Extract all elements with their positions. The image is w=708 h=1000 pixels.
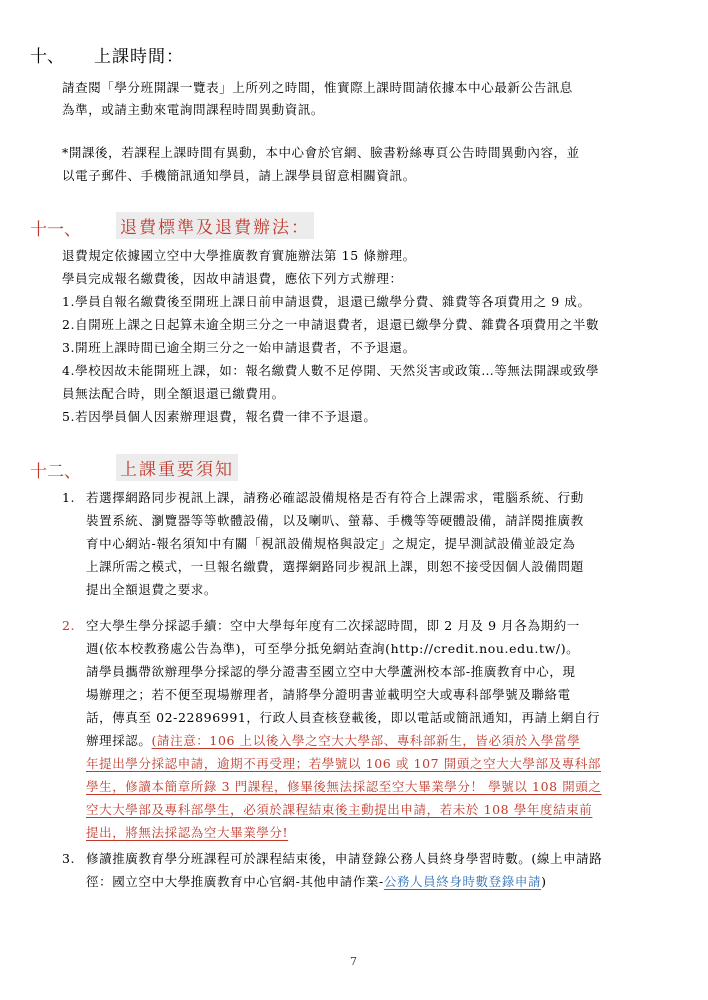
section-11-line7: 員無法配合時，則全額退還已繳費用。: [62, 386, 285, 401]
section-11-line4: 2.自開班上課之日起算未逾全期三分之一申請退費者，退還已繳學分費、雜費各項費用之半數: [62, 317, 600, 332]
item1-number: 1.: [62, 490, 76, 505]
section-10-para1-line2: 為準，或請主動來電詢問課程時間異動資訊。: [62, 102, 325, 117]
item2-line2: 週(依本校教務處公告為準)，可至學分抵免網站查詢(http://credit.nou.edu.tw/)。: [86, 641, 580, 656]
section-11-line1: 退費規定依據國立空中大學推廣教育實施辦法第 15 條辦理。: [62, 248, 416, 263]
section-11-title: 退費標準及退費辦法：: [116, 212, 314, 239]
item3-number: 3.: [62, 851, 76, 866]
item3-line2-end: ): [541, 874, 547, 889]
section-10-para1-line1: 請查閱「學分班開課一覽表」上所列之時間，惟實際上課時間請依據本中心最新公告訊息: [62, 80, 573, 95]
item2-line3: 請學員攜帶欲辦理學分採認的學分證書至國立空中大學蘆洲校本部-推廣教育中心，現: [86, 664, 576, 679]
section-10-title: 上課時間：: [94, 47, 184, 67]
section-11-number: 十一、: [30, 220, 81, 240]
item3-line2-plain: 徑：國立空中大學推廣教育中心官網-其他申請作業-: [86, 874, 384, 889]
section-10-para2-line2: 以電子郵件、手機簡訊通知學員，請上課學員留意相關資訊。: [62, 168, 416, 183]
item1-line3: 育中心網站-報名須知中有關「視訊設備規格與設定」之規定，提早測試設備並設定為: [86, 536, 576, 551]
section-12-title: 上課重要須知: [116, 454, 238, 481]
item2-notice-line5: 提出，將無法採認為空大畢業學分!: [86, 825, 289, 840]
section-11-line8: 5.若因學員個人因素辦理退費，報名費一律不予退還。: [62, 409, 377, 424]
item3-line2: [86, 876, 547, 889]
section-10-number: 十、: [30, 47, 64, 67]
item1-line5: 提出全額退費之要求。: [86, 582, 218, 597]
civil-servant-hours-link[interactable]: 公務人員終身時數登錄申請: [383, 874, 542, 889]
section-11-line6: 4.學校因故未能開班上課，如：報名繳費人數不足停開、天然災害或政策…等無法開課或致學: [62, 363, 600, 378]
item2-notice-line2: 年提出學分採認申請，逾期不再受理；若學號以 106 或 107 開頭之空大大學部及專科部: [86, 756, 602, 771]
item2-number: 2.: [62, 618, 76, 633]
item2-line1: 空大學生學分採認手續：空中大學每年度有二次採認時間，即 2 月及 9 月各為期約一: [86, 618, 580, 633]
item2-notice-start: (請注意：106 上以後入學之空大大學部、專科部新生，皆必須於入學當學: [151, 733, 581, 748]
section-10-para2-line1: *開課後，若課程上課時間有異動，本中心會於官網、臉書粉絲專頁公告時間異動內容，並: [62, 145, 580, 160]
item2-notice-line3: 學生，修讀本簡章所錄 3 門課程，修畢後無法採認至空大畢業學分！ 學號以 108 開頭之: [86, 779, 602, 794]
item1-line2: 裝置系統、瀏覽器等等軟體設備，以及喇叭、螢幕、手機等等硬體設備，請詳閱推廣教: [86, 513, 584, 528]
section-11-line3: 1.學員自報名繳費後至開班上課日前申請退費，退還已繳學分費、雜費等各項費用之 9 成。: [62, 294, 591, 309]
item2-line6: [86, 735, 580, 748]
item2-line4: 場辦理之；若不便至現場辦理者，請將學分證明書並載明空大或專科部學號及聯絡電: [86, 687, 571, 702]
item1-line4: 上課所需之模式，一旦報名繳費，選擇網路同步視訊上課，則恕不接受因個人設備問題: [86, 559, 584, 574]
item3-line1: 修讀推廣教育學分班課程可於課程結束後，申請登錄公務人員終身學習時數。(線上申請路: [86, 851, 603, 866]
page-number: 7: [350, 955, 357, 968]
item2-line6-plain: 辦理採認。: [86, 733, 152, 748]
item1-line1: 若選擇網路同步視訊上課，請務必確認設備規格是否有符合上課需求，電腦系統、行動: [86, 490, 584, 505]
section-11-line5: 3.開班上課時間已逾全期三分之一始申請退費者，不予退還。: [62, 340, 416, 355]
item2-notice-line4: 空大大學部及專科部學生，必須於課程結束後主動提出申請，若未於 108 學年度結束前: [86, 802, 593, 817]
section-11-line2: 學員完成報名繳費後，因故申請退費，應依下列方式辦理：: [62, 271, 403, 286]
item2-line5: 話，傳真至 02-22896991，行政人員查核登載後，即以電話或簡訊通知，再請上網自行: [86, 710, 601, 725]
section-12-number: 十二、: [30, 462, 81, 482]
